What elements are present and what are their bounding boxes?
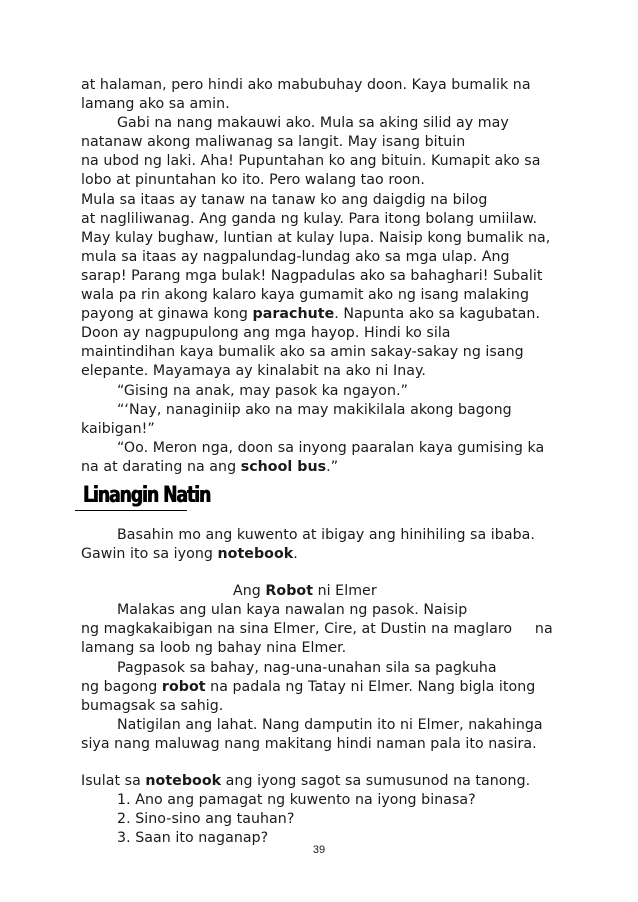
story-line: “Gising na anak, may pasok ka ngayon.” (117, 382, 409, 399)
story-line: Gabi na nang makauwi ako. Mula sa aking silid ay may (117, 115, 509, 132)
robot-story-line: Malakas ang ulan kaya nawalan ng pasok. Naisip (117, 602, 468, 619)
story-line: Mula sa itaas ay tanaw na tanaw ko ang daigdig na bilog (81, 191, 488, 208)
parachute-term: parachute (252, 306, 335, 323)
story-line: sarap! Parang mga bulak! Nagpadulas ako sa bahaghari! Subalit (81, 267, 543, 284)
story-line: maintindihan kaya bumalik ako sa amin sakay-sakay ng isang (81, 344, 524, 361)
story-line: elepante. Mayamaya ay kinalabit na ako ni Inay. (81, 363, 426, 380)
question-item: 2. Sino-sino ang tauhan? (117, 811, 295, 828)
robot-story-line: ng bagong robot na padala ng Tatay ni Elmer. Nang bigla itong (81, 678, 536, 695)
robot-story-line: Natigilan ang lahat. Nang damputin ito ni Elmer, nakahinga (117, 716, 543, 733)
story-line: wala pa rin akong kalaro kaya gumamit ako ng isang malaking (81, 287, 530, 304)
story-line: at nagliliwanag. Ang ganda ng kulay. Para itong bolang umiilaw. (81, 210, 538, 227)
story-line: mula sa itaas ay nagpalundag-lundag ako sa mga ulap. Ang (81, 248, 510, 265)
page-text (81, 76, 571, 848)
robot-story-line: ng magkakaibigan na sina Elmer, Cire, at Dustin na maglaro na (81, 621, 553, 638)
task-instruction: Isulat sa notebook ang iyong sagot sa sumusunod na tanong. (81, 773, 531, 789)
robot-story-line: bumagsak sa sahig. (81, 697, 224, 714)
question-item: 1. Ano ang pamagat ng kuwento na iyong binasa? (117, 792, 476, 809)
school-bus-term: school bus (240, 458, 327, 475)
story-line: lamang ako sa amin. (81, 96, 230, 113)
story-line: May kulay bughaw, luntian at kulay lupa. Naisip kong bumalik na, (81, 229, 551, 246)
robot-story-line: lamang sa loob ng bahay nina Elmer. (81, 640, 347, 657)
story-line: kaibigan!” (81, 420, 155, 437)
section-heading-text: Linangin Natin (83, 482, 211, 508)
instruction-line: Gawin ito sa iyong notebook. (81, 546, 298, 563)
story-line: natanaw akong maliwanag sa langit. May isang bituin (81, 134, 466, 151)
story-line: “Oo. Meron nga, doon sa inyong paaralan kaya gumising ka (117, 439, 545, 456)
instruction-line: Basahin mo ang kuwento at ibigay ang hinihiling sa ibaba. (117, 526, 535, 543)
story-line: na ubod ng laki. Aha! Pupuntahan ko ang bituin. Kumapit ako sa (81, 153, 541, 170)
story-line: at halaman, pero hindi ako mabubuhay doon. Kaya bumalik na (81, 77, 531, 93)
story-line: lobo at pinuntahan ko ito. Pero walang tao roon. (81, 172, 425, 189)
robot-story-line: siya nang maluwag nang makitang hindi naman pala ito nasira. (81, 735, 537, 752)
section-heading (75, 480, 571, 520)
heading-underline (75, 510, 187, 512)
story-title: Ang Robot ni Elmer (233, 583, 377, 600)
story-line: payong at ginawa kong parachute. Napunta ako sa kagubatan. (81, 306, 541, 323)
robot-story-line: Pagpasok sa bahay, nag-una-unahan sila sa pagkuha (117, 659, 497, 676)
question-item: 3. Saan ito naganap? (117, 830, 269, 847)
story-line: na at darating na ang school bus.” (81, 458, 339, 475)
page-number: 39 (312, 844, 326, 856)
story-line: “‘Nay, nanaginiip ako na may makikilala akong bagong (117, 401, 512, 418)
story-line: Doon ay nagpupulong ang mga hayop. Hindi ko sila (81, 325, 451, 342)
